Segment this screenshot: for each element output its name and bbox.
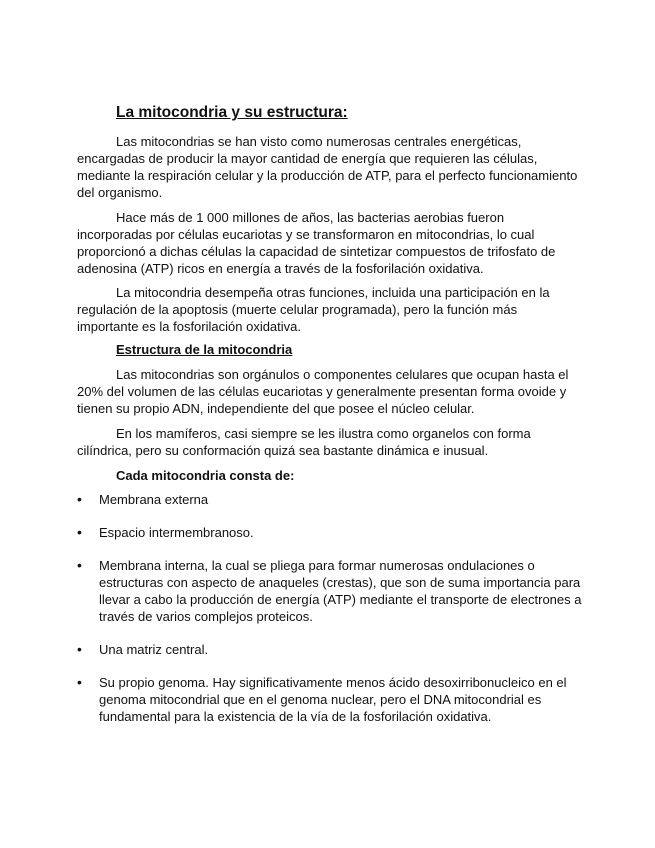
intro-paragraph-3: La mitocondria desempeña otras funciones, incluida una participación en la regulación de la apoptosis (muerte celular programada), pero la función más importante es la fosforilación oxidativa. [77,285,550,334]
bullet-icon: • [77,557,82,573]
intro-paragraph-2: Hace más de 1 000 millones de años, las bacterias aerobias fueron incorporadas por células eucariotas y se transformaron en mitocondrias, lo cual proporcionó a dichas células la capacidad de sintetizar compuestos de trifosfato de adenosina (ATP) ricos en energía a través de la fosforilación oxidativa. [77,210,556,276]
structure-paragraph-1: Las mitocondrias son orgánulos o componentes celulares que ocupan hasta el 20% del volumen de las células eucariotas y generalmente presentan forma ovoide y tienen su propio ADN, independiente del que posee el núcleo celular. [77,367,569,416]
intro-paragraph-1: Las mitocondrias se han visto como numerosas centrales energéticas, encargadas de producir la mayor cantidad de energía que requieren las células, mediante la respiración celular y la producción de ATP, para el perfecto funcionamiento del organismo. [77,134,578,200]
bullet-icon: • [77,641,82,657]
list-item [77,491,582,508]
structure-paragraph-2: En los mamíferos, casi siempre se les ilustra como organelos con forma cilíndrica, pero su conformación quizá sea bastante dinámica e inusual. [77,426,531,458]
document-title: La mitocondria y su estructura: [116,104,348,121]
list-item [77,557,582,625]
list-item [77,524,582,541]
list-heading: Cada mitocondria consta de: [116,468,295,483]
list-item-text: Espacio intermembranoso. [99,525,254,540]
list-item-text: Una matriz central. [99,642,209,657]
section-heading: Estructura de la mitocondria [116,342,293,357]
list-item-text: Su propio genoma. Hay significativamente menos ácido desoxirribonucleico en el genoma mitocondrial que en el genoma nuclear, pero el DNA mitocondrial es fundamental para la existencia de la vía de la fosforilación oxidativa. [99,675,567,724]
list-item [77,641,582,658]
bullet-icon: • [77,524,82,540]
bullet-icon: • [77,491,82,507]
bullet-icon: • [77,674,82,690]
list-item-text: Membrana externa [99,492,209,507]
list-item [77,674,582,725]
list-item-text: Membrana interna, la cual se pliega para formar numerosas ondulaciones o estructuras con aspecto de anaqueles (crestas), que son de suma importancia para llevar a cabo la producción de energía (ATP) mediante el transporte de electrones a través de varios complejos proteicos. [99,558,582,624]
